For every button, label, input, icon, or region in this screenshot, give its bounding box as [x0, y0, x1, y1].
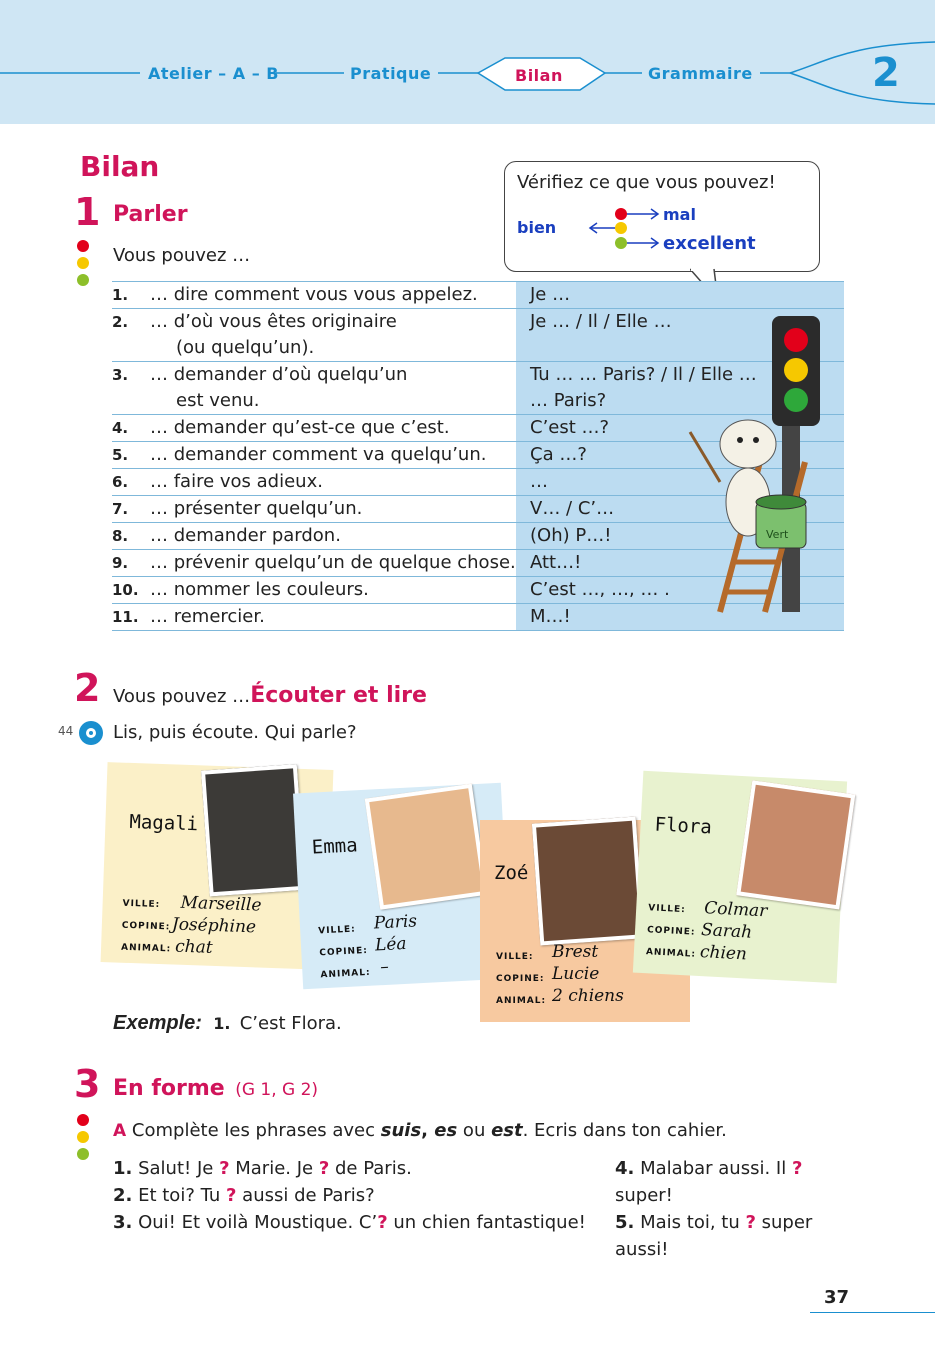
row-number: 3.	[112, 366, 129, 384]
row-left: … demander comment va quelqu’un.	[150, 444, 487, 465]
word-es: es	[434, 1120, 458, 1141]
row-left: … d’où vous êtes originaire (ou quelqu’un).	[150, 311, 397, 358]
photo-magali	[201, 764, 306, 896]
card-copine: Lucie	[552, 964, 600, 984]
row-right: (Oh) P…!	[516, 523, 844, 549]
section1-number: 1	[74, 190, 101, 234]
word-est: est	[491, 1120, 523, 1141]
page-number: 37	[824, 1287, 850, 1308]
card-ville: Marseille	[180, 892, 262, 916]
row-left: … dire comment vous vous appelez.	[150, 284, 478, 305]
example-text: C’est Flora.	[239, 1013, 342, 1034]
green-dot-icon	[77, 1148, 89, 1160]
section3-heading	[113, 1076, 318, 1101]
exercise-label: A	[113, 1121, 127, 1141]
row-right: Tu … … Paris? / Il / Elle … … Paris?	[516, 362, 844, 414]
legend-mal: mal	[663, 205, 696, 224]
field-label: VILLE:	[122, 898, 161, 911]
yellow-dot-icon	[77, 257, 89, 269]
field-label: COPINE:	[121, 920, 171, 933]
section2-prefix: Vous pouvez …	[113, 686, 251, 707]
audio-cd-icon[interactable]	[78, 720, 104, 746]
photo-flora	[736, 780, 855, 909]
field-label: ANIMAL:	[320, 967, 371, 981]
legend-bien: bien	[517, 218, 557, 237]
card-copine: Léa	[374, 933, 408, 956]
section2-instruction: Lis, puis écoute. Qui parle?	[113, 722, 357, 743]
card-animal: –	[379, 956, 390, 978]
row-number: 9.	[112, 554, 129, 572]
sentence-3: 3. Oui! Et voilà Moustique. C’? un chien fantastique!	[113, 1212, 586, 1233]
row-right: …	[516, 469, 844, 495]
sentence-2: 2. Et toi? Tu ? aussi de Paris?	[113, 1185, 375, 1206]
bubble-text: Vérifiez ce que vous pouvez!	[517, 172, 776, 193]
row-number: 8.	[112, 527, 129, 545]
field-label: VILLE:	[318, 924, 357, 937]
traffic-light-illustration	[660, 312, 860, 622]
row-number: 5.	[112, 446, 129, 464]
row-right: Ça …?	[516, 442, 844, 468]
legend-excellent: excellent	[663, 233, 756, 254]
example-label: Exemple:	[113, 1012, 202, 1034]
row-number: 4.	[112, 419, 129, 437]
nav-bilan[interactable]: Bilan	[515, 66, 563, 85]
row-left: … demander d’où quelqu’un est venu.	[150, 364, 408, 411]
card-flora	[633, 771, 847, 983]
section3-title: En forme	[113, 1076, 225, 1101]
field-label: COPINE:	[646, 925, 696, 938]
card-ville: Colmar	[703, 898, 768, 922]
instruction-text: . Ecris dans ton cahier.	[522, 1120, 727, 1141]
card-ville: Paris	[373, 911, 418, 934]
red-dot-icon	[77, 1114, 89, 1126]
nav-grammaire[interactable]: Grammaire	[648, 64, 753, 83]
card-animal: chien	[699, 942, 748, 965]
section2-number: 2	[74, 666, 101, 710]
section1-intro: Vous pouvez …	[113, 245, 251, 266]
traffic-dots	[77, 1114, 89, 1165]
field-label: VILLE:	[496, 952, 534, 962]
row-number: 2.	[112, 313, 129, 331]
row-number: 6.	[112, 473, 129, 491]
row-right: C’est …, …, … .	[516, 577, 844, 603]
row-right: Je …	[516, 282, 844, 308]
field-label: COPINE:	[319, 945, 369, 959]
photo-zoe	[532, 817, 644, 946]
track-number: 44	[58, 724, 74, 738]
field-label: ANIMAL:	[645, 947, 697, 960]
sentence-1: 1. Salut! Je ? Marie. Je ? de Paris.	[113, 1158, 412, 1179]
section2-heading	[113, 683, 427, 708]
instruction-text: Complète les phrases avec	[131, 1120, 381, 1141]
legend-arrows-icon	[587, 202, 667, 252]
instruction-text: ou	[457, 1120, 492, 1141]
page-title: Bilan	[80, 150, 160, 183]
example-line	[113, 1012, 342, 1035]
header-band	[0, 0, 935, 124]
row-left: … prévenir quelqu’un de quelque chose.	[150, 552, 516, 573]
page-number-rule	[810, 1312, 935, 1313]
row-number: 1.	[112, 286, 129, 304]
table-row	[112, 281, 844, 308]
card-animal: 2 chiens	[552, 986, 624, 1006]
card-copine: Joséphine	[171, 914, 257, 938]
red-dot-icon	[77, 240, 89, 252]
row-right: Je … / Il / Elle …	[516, 309, 844, 361]
row-right: C’est …?	[516, 415, 844, 441]
section2-title: Écouter et lire	[250, 683, 427, 708]
section3-instruction: A Complète les phrases avec suis, es ou est. Ecris dans ton cahier.	[113, 1120, 727, 1141]
card-animal: chat	[174, 936, 213, 958]
chapter-number: 2	[872, 50, 900, 96]
row-number: 11.	[112, 608, 139, 626]
row-left: … demander qu’est-ce que c’est.	[150, 417, 450, 438]
card-copine: Sarah	[700, 920, 753, 943]
section1-title: Parler	[113, 202, 188, 227]
header-lines	[0, 0, 935, 124]
green-dot-icon	[77, 274, 89, 286]
row-right: V… / C’…	[516, 496, 844, 522]
nav-pratique[interactable]: Pratique	[350, 64, 432, 83]
word-suis: suis	[380, 1120, 422, 1141]
row-left: … présenter quelqu’un.	[150, 498, 363, 519]
card-name: Emma	[311, 834, 359, 859]
card-name: Magali	[129, 810, 199, 836]
row-left: … demander pardon.	[150, 525, 341, 546]
row-right: M…!	[516, 604, 844, 630]
photo-emma	[365, 784, 488, 910]
sentences-right	[615, 1155, 855, 1263]
speech-bubble	[504, 161, 820, 272]
row-left: … remercier.	[150, 606, 265, 627]
row-number: 7.	[112, 500, 129, 518]
paint-label: Vert	[766, 528, 789, 541]
card-emma	[293, 783, 511, 990]
field-label: VILLE:	[647, 903, 686, 916]
section3-ref: (G 1, G 2)	[235, 1080, 319, 1100]
section3-number: 3	[74, 1062, 101, 1106]
row-left: … faire vos adieux.	[150, 471, 323, 492]
nav-atelier[interactable]: Atelier – A – B	[148, 64, 279, 83]
sentence-5: 5. Mais toi, tu ? super aussi!	[615, 1212, 813, 1260]
field-label: ANIMAL:	[120, 942, 172, 955]
traffic-dots	[77, 240, 89, 291]
yellow-dot-icon	[77, 1131, 89, 1143]
row-right: Att…!	[516, 550, 844, 576]
example-number: 1.	[213, 1014, 231, 1033]
field-label: ANIMAL:	[496, 996, 547, 1006]
sentences-left	[113, 1155, 593, 1236]
row-left: … nommer les couleurs.	[150, 579, 369, 600]
card-name: Zoé	[494, 862, 529, 884]
row-number: 10.	[112, 581, 139, 599]
sentence-4: 4. Malabar aussi. Il ? super!	[615, 1158, 803, 1206]
card-name: Flora	[654, 813, 713, 839]
card-ville: Brest	[552, 942, 599, 962]
field-label: COPINE:	[496, 974, 545, 984]
